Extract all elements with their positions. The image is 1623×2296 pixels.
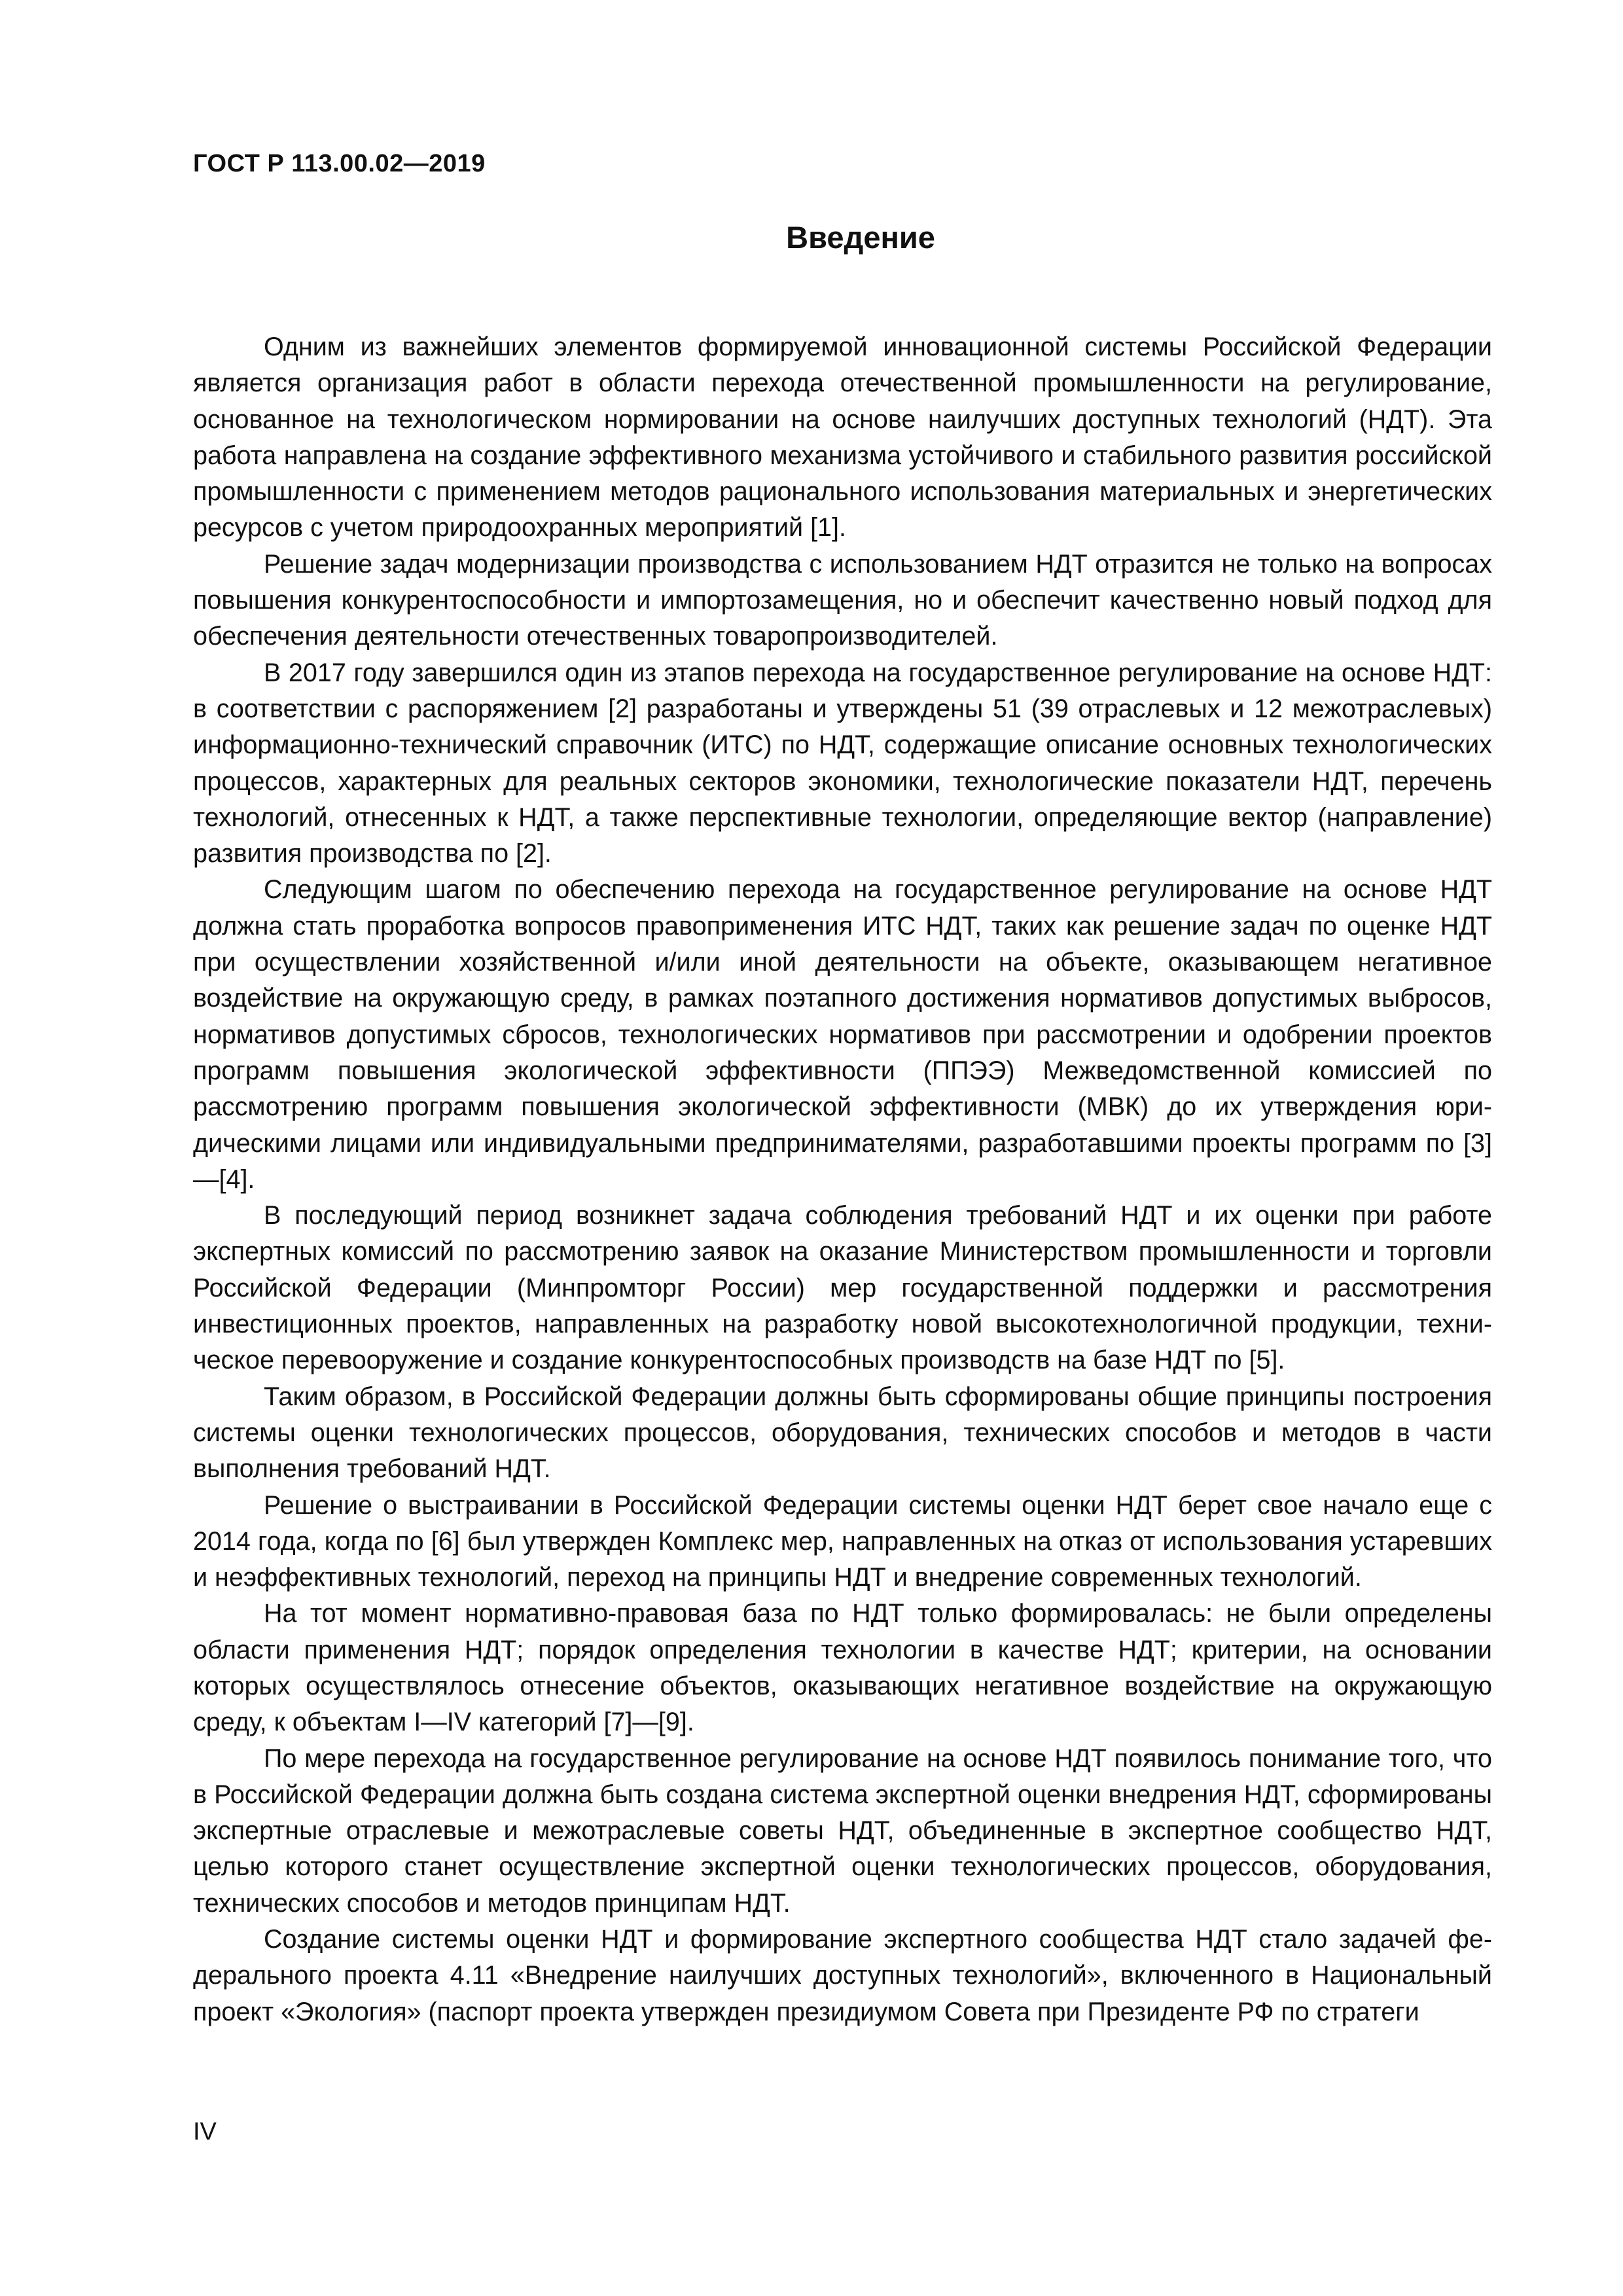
document-body xyxy=(193,329,1492,2030)
paragraph-8: На тот момент нормативно-правовая база по НДТ только формировалась: не были определены области применения НДТ; порядок определения технологии в качестве НДТ; критерии, на основании которых осуществлялось отнесение объектов, оказывающих негативное воздействие на окружающую среду, к объектам I—IV категорий [7]—[9]. xyxy=(193,1599,1492,1737)
paragraph-2: Решение задач модернизации производства с использованием НДТ отразится не только на вопросах повышения конкурентоспособности и импортозамещения, но и обеспечит качественно новый подход для обеспечения деятельности отечественных товаропроизводителей. xyxy=(193,549,1492,651)
paragraph-10: Создание системы оценки НДТ и формирование экспертного сообщества НДТ стало задачей федерального проекта 4.11 «Внедрение наилучших доступных технологий», включенного в Национальный проект «Экология» (паспорт проекта утвержден президиумом Совета при Президенте РФ по стратеги xyxy=(193,1925,1492,2026)
section-title: Введение xyxy=(786,220,935,255)
paragraph-9: По мере перехода на государственное регулирование на основе НДТ появилось понимание того, что в Российской Федерации должна быть создана система экспертной оценки внедрения НДТ, сформированы экспертные отраслевые и межотраслевые советы НДТ, объединенные в экспертное сообщество НДТ, целью которого станет осуществление экспертной оценки технологических процессов, оборудования, технических способов и методов принципам НДТ. xyxy=(193,1744,1492,1918)
paragraph-6: Таким образом, в Российской Федерации должны быть сформированы общие принципы построения системы оценки технологических процессов, оборудования, технических способов и методов в части выполнения требований НДТ. xyxy=(193,1382,1492,1484)
page-number: IV xyxy=(193,2118,217,2145)
paragraph-4: Следующим шагом по обеспечению перехода на государственное регулирование на основе НДТ должна стать проработка вопросов правоприменения ИТС НДТ, таких как решение задач по оценке НДТ при осуществлении хозяйственной и/или иной деятельности на объекте, оказывающем негативное воздействие на окружающую среду, в рамках поэтапного достижения нормативов допустимых выбросов, нормативов допустимых сбросов, технологических нормативов при рассмотрении и одобрении проектов программ повышения экологической эффективности (ППЭЭ) Межведомственной комиссией по рассмотрению программ повышения экологической эффективности (МВК) до их утверждения юридическими лицами или индивидуальными предпринимателями, разработавшими проекты программ по [3]—[4]. xyxy=(193,875,1492,1194)
paragraph-1: Одним из важнейших элементов формируемой инновационной системы Российской Федерации является организация работ в области перехода отечественной промышленности на регулирование, основанное на технологическом нормировании на основе наилучших доступных технологий (НДТ). Эта работа направлена на создание эффективного механизма устойчивого и стабильного развития российской промышленности с применением методов рационального использования материальных и энергетических ресурсов с учетом природоохранных мероприятий [1]. xyxy=(193,332,1492,543)
paragraph-3: В 2017 году завершился один из этапов перехода на государственное регулирование на основе НДТ: в соответствии с распоряжением [2] разработаны и утверждены 51 (39 отраслевых и 12 межотраслевых) информационно-технический справочник (ИТС) по НДТ, содержащие описание основных технологических процессов, характерных для реальных секторов экономики, технологические показатели НДТ, перечень технологий, отнесенных к НДТ, а также перспективные технологии, определяющие вектор (направление) развития производства по [2]. xyxy=(193,658,1492,869)
paragraph-5: В последующий период возникнет задача соблюдения требований НДТ и их оценки при работе экспертных комиссий по рассмотрению заявок на оказание Министерством промышленности и торговли Российской Федерации (Минпромторг России) мер государственной поддержки и рассмотрения инвестиционных проектов, направленных на разработку новой высокотехнологичной продукции, техническое перевооружение и создание конкурентоспособных производств на базе НДТ по [5]. xyxy=(193,1201,1492,1375)
paragraph-7: Решение о выстраивании в Российской Федерации системы оценки НДТ берет свое начало еще с 2014 года, когда по [6] был утвержден Комплекс мер, направленных на отказ от использования устаревших и неэффективных технологий, переход на принципы НДТ и внедрение современных технологий. xyxy=(193,1490,1492,1592)
standard-designation: ГОСТ Р 113.00.02—2019 xyxy=(193,150,486,177)
